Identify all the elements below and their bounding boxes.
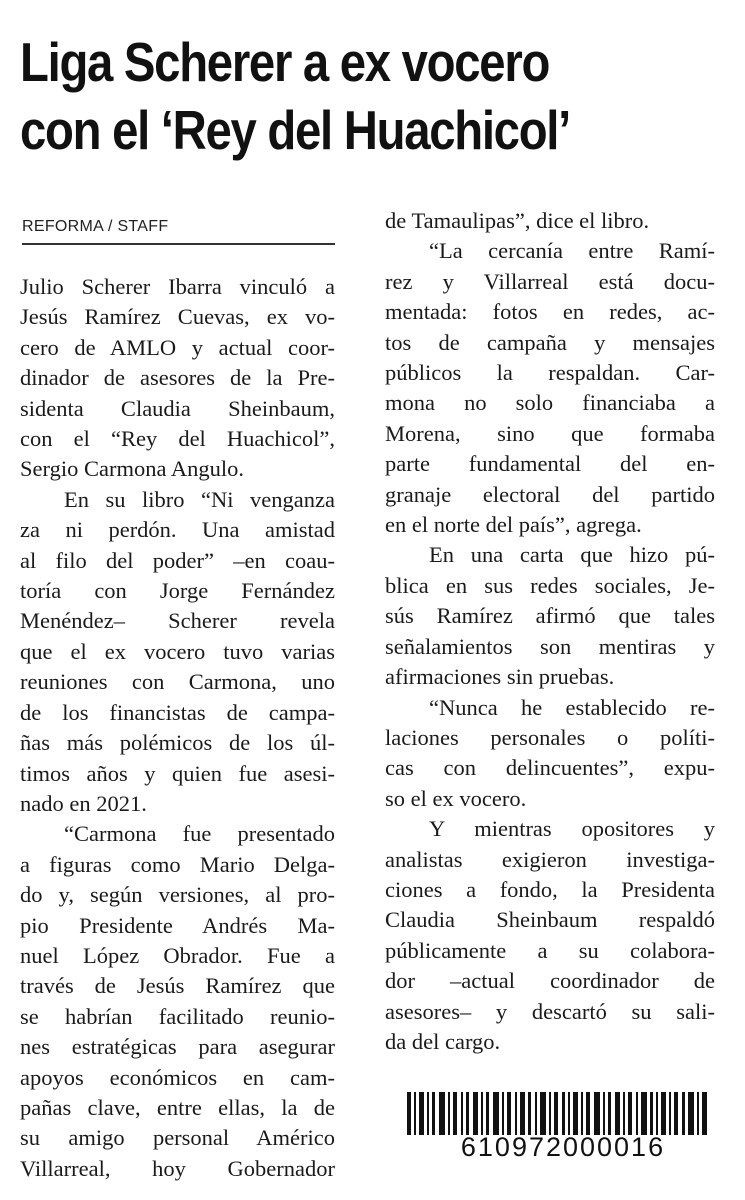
headline [20,28,631,164]
text-line: tos de campaña y mensajes [385,329,715,355]
text-line: granaje electoral del partido [385,481,715,507]
barcode-number: 610972000016 [460,1132,666,1162]
headline-line-1: Liga Scherer a ex vocero [20,31,550,93]
text-line: Jesús Ramírez Cuevas, ex vo- [20,304,335,330]
text-line: En su libro “Ni venganza [64,486,335,512]
text-line: través de Jesús Ramírez que [20,973,335,999]
text-line: a figuras como Mario Delga- [20,851,335,877]
text-line: de los financistas de campa- [20,699,335,725]
text-line: cero de AMLO y actual coor- [20,334,335,360]
text-line: parte fundamental del en- [385,451,715,477]
text-line: Morena, sino que formaba [385,420,715,446]
text-line: rez y Villarreal está docu- [385,268,715,294]
text-line: asesores– y descartó su sali- [385,998,715,1024]
text-line: sús Ramírez afirmó que tales [385,603,715,629]
text-line: Villarreal, hoy Gobernador [20,1155,335,1181]
text-line: reuniones con Carmona, uno [20,669,335,695]
text-line: se habrían facilitado reunio- [20,1003,335,1029]
text-line: toría con Jorge Fernández [20,578,335,604]
text-line: do y, según versiones, al pro- [20,882,335,908]
text-line: analistas exigieron investiga- [385,846,715,872]
barcode [407,1092,707,1135]
text-line: mentada: fotos en redes, ac- [385,299,715,325]
text-line: nado en 2021. [20,790,147,816]
text-line: al filo del poder” –en coau- [20,547,335,573]
text-line: “La cercanía entre Ramí- [429,238,715,264]
text-line: “Carmona fue presentado [64,821,335,847]
text-line: timos años y quien fue asesi- [20,760,335,786]
text-line: ciones a fondo, la Presidenta [385,876,715,902]
text-line: en el norte del país”, agrega. [385,512,642,538]
text-line: públicamente a su colabora- [385,937,715,963]
text-line: nuel López Obrador. Fue a [20,942,335,968]
text-line: señalamientos son mentiras y [385,633,715,659]
text-line: dor –actual coordinador de [385,968,715,994]
text-line: mona no solo financiaba a [385,390,715,416]
headline-line-2: con el ‘Rey del Huachicol’ [20,99,570,161]
text-line: apoyos económicos en cam- [20,1064,335,1090]
text-line: su amigo personal Américo [20,1125,335,1151]
text-line: En una carta que hizo pú- [429,542,715,568]
text-line: pañas clave, entre ellas, la de [20,1094,335,1120]
text-line: con el “Rey del Huachicol”, [20,426,335,452]
text-line: afirmaciones sin pruebas. [385,664,615,690]
text-line: dinador de asesores de la Pre- [20,365,335,391]
text-line: “Nunca he establecido re- [429,694,715,720]
text-line: nes estratégicas para asegurar [20,1034,335,1060]
text-line: cas con delincuentes”, expu- [385,755,715,781]
text-line: za ni perdón. Una amistad [20,517,335,543]
text-line: Julio Scherer Ibarra vinculó a [20,274,335,299]
text-line: da del cargo. [385,1028,501,1054]
text-line: Y mientras opositores y [429,816,715,842]
text-line: Menéndez– Scherer revela [20,608,335,634]
text-line: ñas más polémicos de los úl- [20,730,335,756]
text-line: blica en sus redes sociales, Je- [385,572,715,598]
text-line: de Tamaulipas”, dice el libro. [385,208,650,233]
text-line: so el ex vocero. [385,785,527,811]
article-column-right [385,206,715,1057]
text-line: Claudia Sheinbaum respaldó [385,907,715,933]
article-column-left [20,272,335,1184]
text-line: laciones personales o políti- [385,724,715,750]
text-line: sidenta Claudia Sheinbaum, [20,395,335,421]
text-line: Sergio Carmona Angulo. [20,456,244,482]
byline: REFORMA / STAFF [22,218,335,245]
text-line: públicos la respaldan. Car- [385,360,715,386]
text-line: que el ex vocero tuvo varias [20,638,335,664]
text-line: pio Presidente Andrés Ma- [20,912,335,938]
